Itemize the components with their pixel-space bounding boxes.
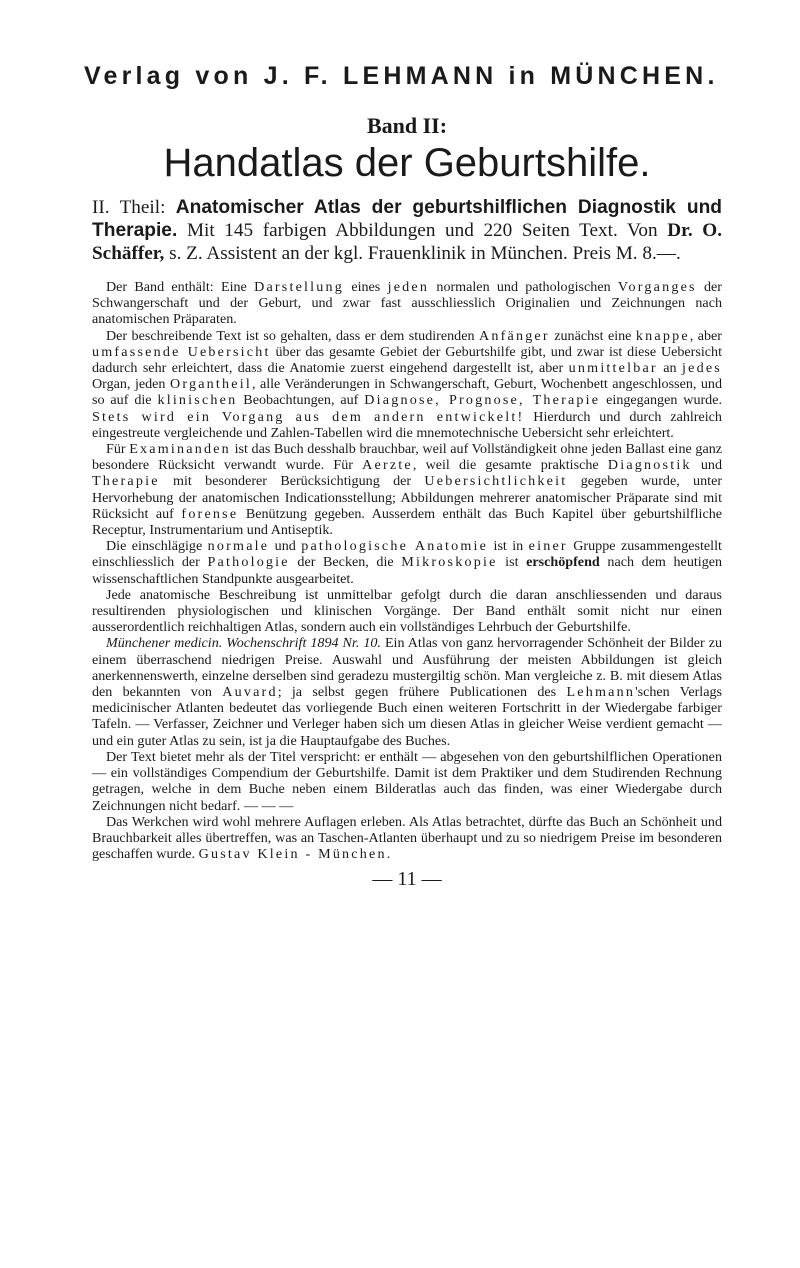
spaced-run: umfassende Uebersicht [92,343,271,360]
text-run: Organ, jeden [92,376,166,393]
text-run: Beobachtungen, auf [243,392,359,409]
spaced-run: Organtheil [169,376,252,393]
text-run: Für [106,441,126,458]
text-run: zunächst eine [554,327,632,344]
spaced-run: normale [207,538,270,555]
spaced-run: Anfänger [478,327,550,344]
part-description [92,196,722,265]
book-title: Handatlas der Geburtshilfe. [163,141,651,185]
author-affiliation: s. Z. Assistent an der kgl. Frauenklinik in München. [169,243,568,264]
spaced-run: klinischen [157,392,238,409]
publisher-line: Verlag von J. F. LEHMANN in MÜNCHEN. [84,62,719,90]
spaced-run: Diagnose, Prognose, Therapie [364,392,601,409]
paragraph-1 [92,279,722,328]
spaced-run: Examinanden [129,441,231,458]
text-run: über das gesamte Gebiet der Geburtshilfe gibt, und zwar ist diese Uebersicht dadurch sehr erleichtert, dass die Anatomie zuerst eingehend dargestellt ist, aber [92,343,722,377]
text-run: mit besonderer Berücksichtigung der [173,473,412,490]
page-number: — 11 — [372,868,442,891]
spaced-run: jedes [682,360,722,377]
text-run: nach dem heutigen wissenschaftlichen Standpunkte ausgearbeitet. [92,554,723,587]
text-run: eines [351,279,381,295]
text-run: , aber [689,327,722,344]
text-run: Gruppe zusammengestellt einschliesslich der [92,538,722,571]
part-label: II. Theil: [92,197,166,218]
review-source: Münchener medicin. Wochenschrift 1894 Nr. 10. [106,635,381,652]
paragraph-5: Jede anatomische Beschreibung ist unmittelbar gefolgt durch die daran anschliessenden und daraus resultirenden physiologischen und klinischen Vorgänge. Der Band enthält somit nicht nur einen ausserordentlich reichhaltigen Atlas, sondern auch ein vollständiges Lehrbuch der Geburtshilfe. [92,586,722,636]
paragraph-7: Der Text bietet mehr als der Titel verspricht: er enthält — abgesehen von den geburtshilflichen Operationen — ein vollständiges Compendium der Geburtshilfe. Damit ist dem Praktiker und dem Studirenden Rechnung getragen, welche in dem Buche neben einem Bilderatlas auch das finden, was einer Wiedergabe durch Zeichnungen nicht bedarf. — — — [92,748,722,814]
text-run: an [663,360,677,377]
spaced-run: Diagnostik [607,457,692,474]
paragraph-2 [92,328,722,441]
part-heading: Anatomischer Atlas der geburtshilflichen Diagnostik und Therapie. [92,197,723,241]
spaced-run: Darstellung [254,279,345,295]
spaced-run: Therapie [92,473,160,490]
spaced-run: Vorganges [617,279,697,295]
paragraph-6 [92,635,722,748]
author-name: Dr. O. Schäffer, [92,220,723,264]
text-run: 'schen Verlags medicinischer Atlanten bedeutet das vorliegende Buch einen weiteren Fortschritt in der Wiedergabe farbiger Tafeln. — Verfasser, Zeichner und Verleger haben sich um diesen Atlas in gleicher Weise verdient gemacht — und ein guter Atlas zu sein, ist ja die Hauptaufgabe des Buches. [92,684,722,749]
spaced-run: Stets wird ein Vorgang aus dem andern entwickelt! [92,408,525,425]
volume-label: Band II: [366,113,448,138]
paragraph-8 [92,814,722,863]
spaced-run: Pathologie [207,554,290,571]
spaced-run: Uebersichtlichkeit [424,473,568,490]
text-run: Benützung gegeben. Ausserdem enthält das Buch Kapitel über geburtshilfliche Receptur, Instrumentarium und Antiseptik. [92,505,723,539]
bold-run: erschöpfend [526,554,600,571]
text-run: Die einschlägige [106,538,203,555]
spaced-run: pathologische Anatomie [301,538,489,555]
text-run: Der Band enthält: Eine [106,279,247,295]
text-run: der Schwangerschaft und der Geburt, und zwar fast ausschliesslich Originalien und Zeichnungen nach anatomischen Präparaten. [92,279,722,328]
spaced-run: forense [181,505,239,522]
text-run: und [274,538,296,555]
text-run: Der beschreibende Text ist so gehalten, dass er dem studirenden [106,327,475,344]
text-run: der Becken, die [297,554,394,571]
spaced-run: unmittelbar [568,360,658,377]
part-desc: Mit 145 farbigen Abbildungen und 220 Seiten Text. Von [186,220,658,241]
spaced-run: Auvard [222,684,278,701]
text-run: ist in [493,538,524,555]
text-run: ist das Buch desshalb brauchbar, weil auf Vollständigkeit ohne jeden Ballast eine ganz besondere Rücksicht verwandt wurde. Für [92,441,723,474]
spaced-run: Mikroskopie [401,554,498,571]
spaced-run: jeden [387,279,430,295]
text-run: eingegangen wurde. [606,392,723,409]
price: Preis M. 8.—. [572,243,681,264]
text-run: , alle Veränderungen in Schwangerschaft, Geburt, Wochenbett angeschlossen, und so auf die [92,376,722,409]
review-signature: Gustav Klein - München. [198,846,393,863]
text-run: Das Werkchen wird wohl mehrere Auflagen erleben. Als Atlas betrachtet, dürfte das Buch an Schönheit und Brauchbarkeit alles übertreffen, was an Taschen-Atlanten überhaupt und zu so niedrigem Preise im besonderen geschaffen wurde. [92,813,722,863]
text-run: Hierdurch und durch zahlreich eingestreute vergleichende und Zahlen-Tabellen wird die mnemotechnische Uebersicht sehr erleichtert. [92,408,722,441]
spaced-run: einer [528,538,568,555]
text-run: ; ja selbst gegen frühere Publicationen des [277,684,557,701]
text-run: Ein Atlas von ganz hervorragender Schönheit der Bilder zu einem überraschend niedrigen Preise. Auswahl und Ausführung der meisten Abbildungen ist gleich anerkennenswerth, einzelne derselben sind geradezu mustergiltig schön. Man vergleiche z. B. mit diesem Atlas den bekannten von [92,635,723,701]
spaced-run: Aerzte [362,457,413,474]
paragraph-4 [92,538,722,587]
body-text [92,279,722,862]
text-run: , weil die gesamte praktische [412,457,599,474]
text-run: normalen und pathologischen [436,279,611,295]
text-run: und [700,457,722,474]
text-run: ist [505,554,519,571]
paragraph-3 [92,441,722,538]
text-run: gegeben wurde, unter Hervorhebung der anatomischen Indicationsstellung; Abbildungen mehrerer anatomischer Präparate sind mit Rücksicht auf [92,473,723,522]
spaced-run: knappe [635,327,690,344]
spaced-run: Lehmann [566,684,636,701]
